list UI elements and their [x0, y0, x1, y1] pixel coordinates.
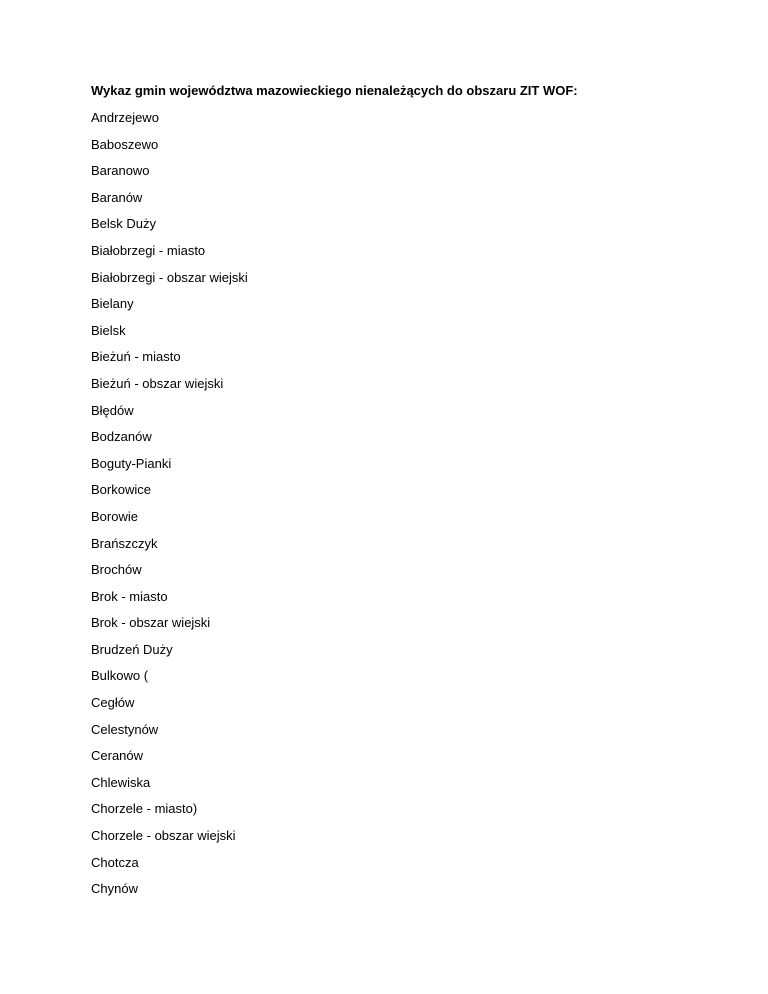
list-item: Bodzanów	[91, 429, 152, 445]
list-item: Celestynów	[91, 721, 159, 737]
list-item: Cegłów	[91, 695, 135, 711]
list-item: Boguty-Pianki	[91, 455, 172, 471]
list-item: Borkowice	[91, 482, 151, 498]
list-item: Chlewiska	[91, 774, 151, 790]
list-item: Baboszewo	[91, 136, 159, 152]
document-heading: Wykaz gmin województwa mazowieckiego nienależących do obszaru ZIT WOF:	[91, 83, 578, 98]
list-item: Błędów	[91, 402, 134, 418]
list-item: Brok - obszar wiejski	[91, 615, 211, 631]
municipality-list	[91, 110, 248, 908]
list-item: Chorzele - miasto)	[91, 801, 198, 817]
list-item: Białobrzegi - miasto	[91, 242, 206, 258]
list-item: Baranowo	[91, 163, 150, 179]
list-item: Bieżuń - miasto	[91, 349, 181, 365]
list-item: Chynów	[91, 881, 138, 897]
list-item: Bieżuń - obszar wiejski	[91, 375, 224, 391]
list-item: Brudzeń Duży	[91, 641, 173, 657]
list-item: Białobrzegi - obszar wiejski	[91, 269, 248, 285]
list-item: Bielany	[91, 296, 134, 312]
list-item: Andrzejewo	[91, 110, 159, 125]
list-item: Brochów	[91, 562, 142, 578]
list-item: Chotcza	[91, 854, 139, 870]
list-item: Borowie	[91, 508, 138, 524]
list-item: Baranów	[91, 189, 143, 205]
list-item: Chorzele - obszar wiejski	[91, 828, 236, 844]
list-item: Brok - miasto	[91, 588, 168, 604]
list-item: Bulkowo (	[91, 668, 149, 684]
list-item: Brańszczyk	[91, 535, 158, 551]
list-item: Ceranów	[91, 748, 144, 764]
list-item: Bielsk	[91, 322, 126, 338]
list-item: Belsk Duży	[91, 216, 157, 232]
